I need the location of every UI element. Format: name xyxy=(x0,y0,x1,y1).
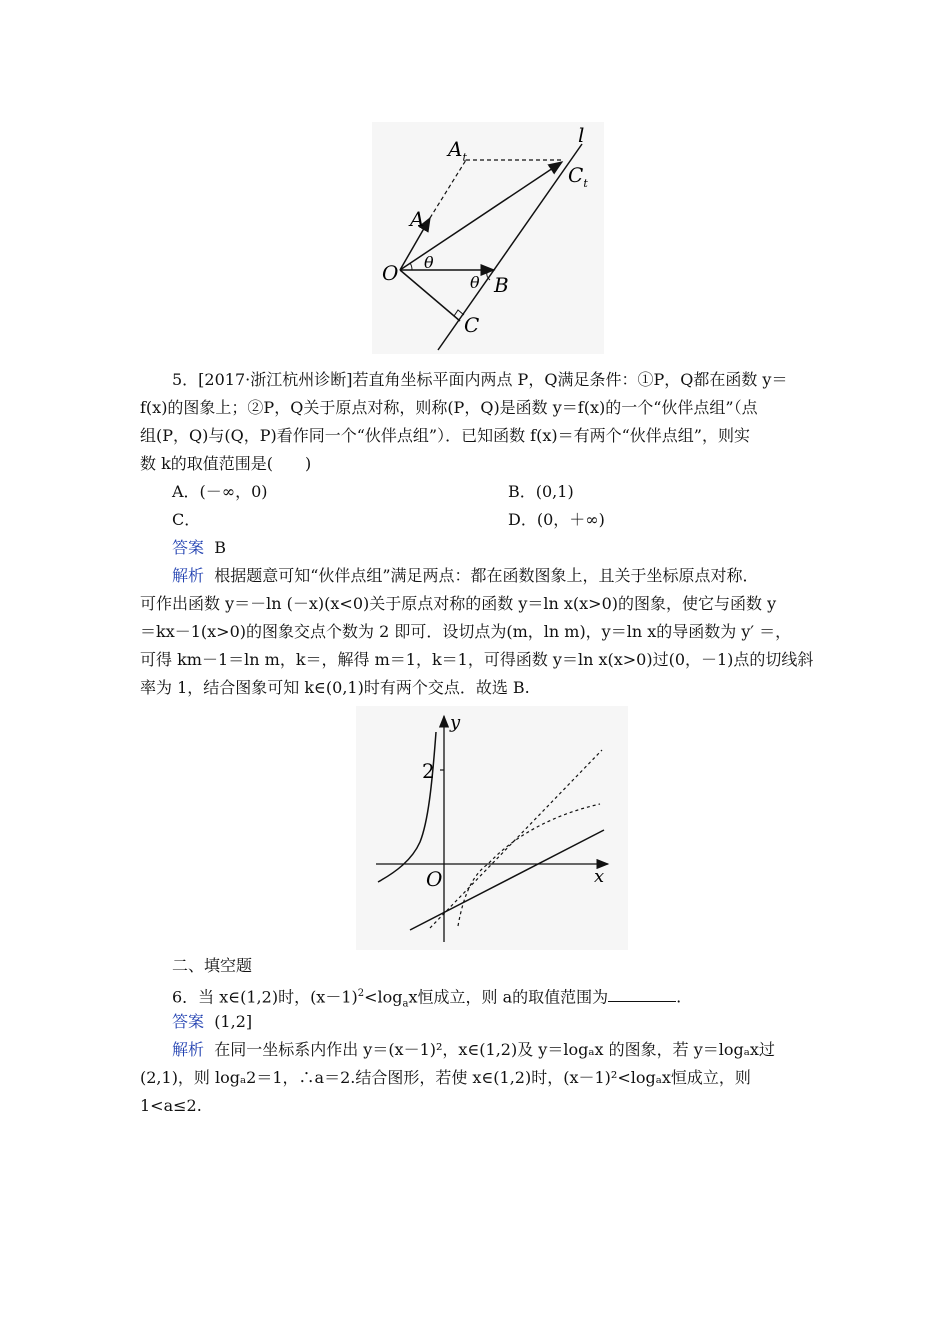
label-a: A xyxy=(410,207,425,231)
problem5-line3: 组(P，Q)与(Q，P)看作同一个“伙伴点组”）．已知函数 f(x)＝有两个“伙伴点组”，则实 xyxy=(140,426,750,445)
label-theta-b: θ xyxy=(470,273,480,292)
label-y: y xyxy=(450,712,461,733)
answer-label: 答案 xyxy=(172,1012,205,1031)
label-at: $A_t$ xyxy=(448,137,467,164)
option-c: C． xyxy=(172,510,201,529)
problem5-analysis-line2: 可作出函数 y＝－ln (－x)(x<0)关于原点对称的函数 y＝ln x(x>0)的图象，使它与函数 y xyxy=(140,594,777,613)
tangent-line xyxy=(430,750,605,928)
label-o: O xyxy=(382,261,399,285)
analysis-label: 解析 xyxy=(172,1040,205,1059)
label-theta-o: θ xyxy=(424,253,434,272)
problem5-line4: 数 k的取值范围是( ) xyxy=(140,454,312,473)
function-graph xyxy=(356,706,628,950)
line-l xyxy=(438,144,582,350)
answer-value: B xyxy=(214,538,226,557)
problem6-analysis-line1: 解析 在同一坐标系内作出 y＝(x－1)²，x∈(1,2)及 y＝logₐx 的图象，若 y＝logₐx过 xyxy=(172,1040,775,1059)
problem6-analysis-line3: 1<a≤2. xyxy=(140,1096,202,1115)
label-b: B xyxy=(494,273,509,297)
label-c: C xyxy=(464,313,480,337)
problem6-analysis-line2: (2,1)，则 logₐ2＝1，∴a＝2.结合图形，若使 x∈(1,2)时，(x－1)²<logₐx恒成立，则 xyxy=(140,1068,751,1087)
figure-graph xyxy=(356,706,628,950)
label-x: x xyxy=(594,866,605,887)
figure-vectors xyxy=(372,122,604,354)
option-b: B．(0,1) xyxy=(508,482,574,501)
problem5-analysis-line5: 率为 1，结合图象可知 k∈(0,1)时有两个交点．故选 B. xyxy=(140,678,530,697)
problem6-question: 6．当 x∈(1,2)时，$(x-1)^2<\log_ax$恒成立，则 a的取值范围为 . xyxy=(172,987,682,1010)
problem5-line2: f(x)的图象上；②P，Q关于原点对称，则称(P，Q)是函数 y＝f(x)的一个“伙伴点组”（点 xyxy=(140,398,758,417)
problem5-answer xyxy=(140,534,852,562)
label-ct: $C_t$ xyxy=(568,163,588,190)
problem5-analysis-line1: 解析 根据题意可知“伙伴点组”满足两点：都在函数图象上，且关于坐标原点对称． xyxy=(172,566,759,585)
curve-neg-ln xyxy=(378,732,436,882)
option-d: D．(0，＋∞) xyxy=(508,510,605,529)
dashed-a-at xyxy=(430,160,466,218)
segment-oc xyxy=(400,270,460,321)
problem5-analysis-line3: ＝kx－1(x>0)的图象交点个数为 2 即可．设切点为(m，ln m)，y＝ln x的导函数为 y′ ＝， xyxy=(140,622,792,641)
vector-diagram xyxy=(372,122,604,354)
label-l: l xyxy=(578,123,585,147)
answer-value: (1,2] xyxy=(214,1012,253,1031)
problem5-analysis-line4: 可得 km－1＝ln m，k＝，解得 m＝1，k＝1，可得函数 y＝ln x(x>0)过(0，－1)点的切线斜 xyxy=(140,650,814,669)
angle-arc-o xyxy=(410,263,412,270)
problem6-answer xyxy=(140,1008,852,1036)
label-o: O xyxy=(426,867,443,891)
problem5-line1: 5．[2017·浙江杭州诊断]若直角坐标平面内两点 P，Q满足条件：①P，Q都在函数 y＝ xyxy=(172,370,788,389)
label-2: 2 xyxy=(422,759,435,783)
analysis-label: 解析 xyxy=(172,566,205,585)
section-title: 二、填空题 xyxy=(172,956,253,975)
answer-blank[interactable] xyxy=(608,985,676,1002)
option-a: A．(－∞，0) xyxy=(172,482,268,501)
answer-label: 答案 xyxy=(172,538,205,557)
curve-ln-x xyxy=(458,804,600,926)
